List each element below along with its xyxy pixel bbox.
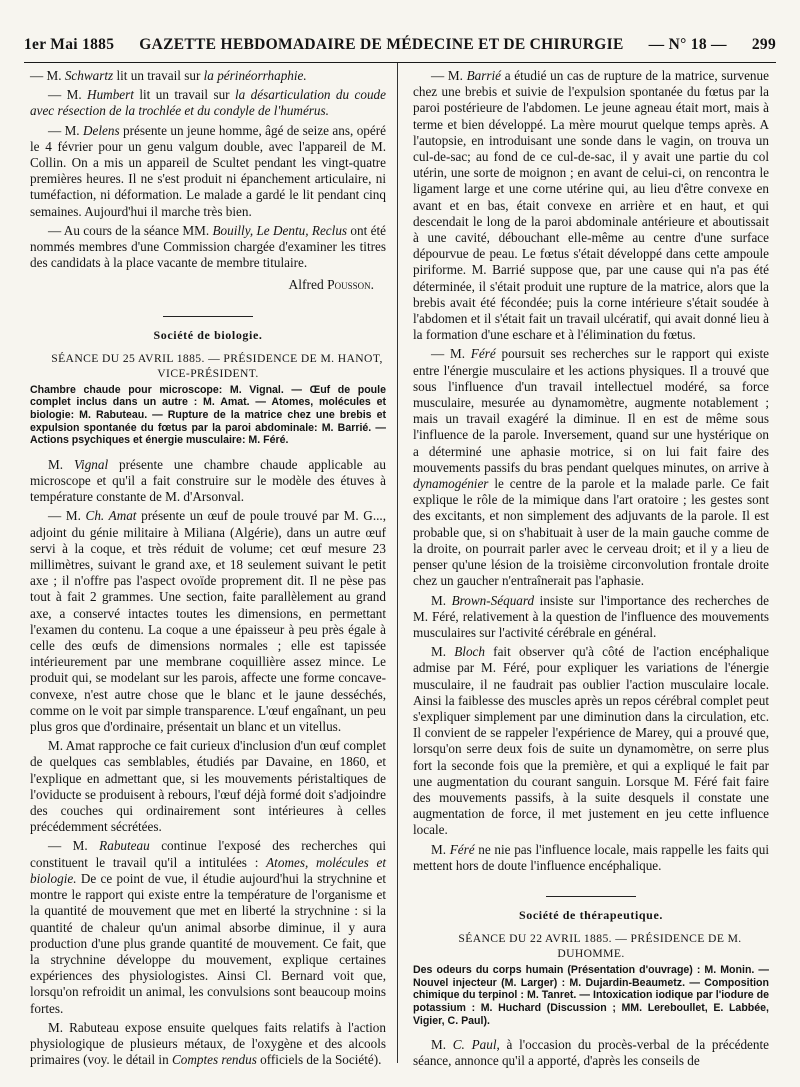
paragraph-fere: — M. Féré poursuit ses recherches sur le rapport qui existe entre l'énergie musculaire et les actions physiques. Il a trouvé que sous l'influence d'un travail intellectuel modéré, sa force musculaire, mesurée au dynamomètre, augmente notablement ; mais un travail exagéré la diminue. Il en est de même sous l'influence de la parole. Inversement, quand sur une hystérique on a déterminé une aphasie motrice, si on lui fait faire des mouvements passifs du bras pendant quelques minutes, on arrive à dynamogénier le centre de la parole et la malade parle. Ce fait explique le rôle de la mimique dans l'art oratoire ; les gestes sont des excitants, et non simplement des adjuvants de la parole. Il est probable que, si on s'habituait à user de la main gauche comme de la droite, on pourrait parler avec le cerveau droit; et il y a lieu de penser qu'une lésion de la troisième circonvolution frontale droite chez un gaucher n'entraînerait pas l'aphasie. <box>413 346 769 589</box>
column-separator <box>397 63 398 1063</box>
paragraph-commission: — Au cours de la séance MM. Bouilly, Le Dentu, Reclus ont été nommés membres d'une Commission chargée d'examiner les titres des candidats à la place vacante de membre titulaire. <box>30 222 386 271</box>
paragraph-c-paul: M. C. Paul, à l'occasion du procès-verbal de la précédente séance, annonce qu'il a apporté, d'après les conseils de <box>413 1037 770 1069</box>
seance-therapeutics: SÉANCE DU 22 AVRIL 1885. — PRÉSIDENCE DE M. DUHOMME. <box>458 932 742 961</box>
header-date: 1er Mai 1885 <box>24 36 115 53</box>
header-rule <box>24 62 776 63</box>
page-header <box>24 34 776 56</box>
paragraph-brown-sequard: M. Brown-Séquard insiste sur l'importance des recherches de M. Féré, relativement à la question de l'influence des mouvements musculaires sur l'activité cérébrale en général. <box>413 592 769 640</box>
signature: Alfred Pousson. <box>288 277 374 293</box>
paragraph-amat-2: M. Amat rapproche ce fait curieux d'inclusion d'un œuf complet de quelques cas semblables, étudiés par Davaine, en 1860, et l'explique en admettant que, si les mouvements péristaltiques de l'oviducte se produisent à rebours, l'œuf déjà formé doit s'adjoindre des couches qui ordinairement sont intérieures à celles précédemment sécrétées. <box>30 738 386 835</box>
seance-biology: SÉANCE DU 25 AVRIL 1885. — PRÉSIDENCE DE M. HANOT, VICE-PRÉSIDENT. <box>51 351 383 380</box>
paragraph-vignal: M. Vignal présente une chambre chaude applicable au microscope et qu'il a fait construire sur le modèle des étuves à température constante de M. d'Arsonval. <box>30 456 386 505</box>
header-page-number: 299 <box>751 36 776 53</box>
left-column <box>30 68 386 1071</box>
summary-biology: Chambre chaude pour microscope: M. Vignal. — Œuf de poule complet inclus dans un autre : M. Amat. — Atomes, molécules et biologie: M. Rabuteau. — Rupture de la matrice chez une brebis et expulsion spontanée du fœtus par la paroi abdominale: M. Barrié. — Actions psychiques et énergie musculaire: M. Féré. <box>30 383 386 447</box>
paragraph-schwartz: — M. Schwartz lit un travail sur la périnéorrhaphie. <box>30 68 307 83</box>
section-divider <box>546 896 636 897</box>
paragraph-fere-2: M. Féré ne nie pas l'influence locale, mais rappelle les faits qui mettent hors de doute l'influence encéphalique. <box>413 841 769 873</box>
paragraph-barrie: — M. Barrié a étudié un cas de rupture de la matrice, survenue chez une brebis et suivie de l'expulsion spontanée du fœtus par la paroi postérieure de l'abdomen. Le jeune agneau était mort, mais à terme et bien développé. La mère mourut quelque temps après. A l'autopsie, en introduisant une sonde dans le vagin, on trouva un cul-de-sac; au fond de ce cul-de-sac, il y avait une partie du col utérin, une sorte de moignon ; en avant de celui-ci, on rencontra le ligament large et une corne utérine qui, au lieu d'être convexe en avant et en bas, était convexe en arrière et en haut, et qui descendait le long de la paroi abdominale antérieure et aboutissait à une cavité, débouchant elle-même au centre d'une surface dépourvue de peau. Le fœtus s'était développé dans cette ampoule piriforme. M. Barrié suppose que, par une cause qui n'a pas été déterminée, il s'était produit une rupture de la matrice, alors que la brebis avait été fécondée; puis la corne intérieure s'était soudée à l'abdomen et il s'était fait un travail ulcératif, qui avait donné lieu à la formation d'une eschare et à l'élimination du fœtus. <box>413 68 769 343</box>
paragraph-humbert: — M. Humbert lit un travail sur la désarticulation du coude avec résection de la trochlée et du condyle de l'humérus. <box>30 87 387 119</box>
paragraph-rabuteau-2: M. Rabuteau expose ensuite quelques faits relatifs à l'action physiologique de plusieurs métaux, de l'oxygène et des alcools primaires (voy. le détail in Comptes rendus officiels de la Société). <box>30 1019 386 1068</box>
right-column <box>413 68 769 1073</box>
paragraph-bloch: M. Bloch fait observer qu'à côté de l'action encéphalique admise par M. Féré, pour expliquer les variations de l'énergie musculaire, il ne faudrait pas oublier l'action musculaire locale. Ainsi la faiblesse des muscles après un repos cérébral complet peut s'expliquer simplement par une diminution dans la circulation, etc. Il convient de se rappeler l'expérience de Marey, qui a prouvé que, lorsqu'on serre deux fois de suite un dynamomètre, on serre plus fort la seconde fois que la première, et qui a expliqué le fait par une augmentation du courant sanguin. Lorsque M. Féré fait faire des mouvements passifs, à la suite desquels il constate une augmentation de force, il met justement en jeu cette influence locale. <box>413 644 769 838</box>
section-divider <box>163 316 253 317</box>
society-biology-title: Société de biologie. <box>153 327 263 342</box>
paragraph-delens: — M. Delens présente un jeune homme, âgé de seize ans, opéré le 4 février pour un genu valgum double, avec l'appareil de M. Collin. On a mis un appareil de Scultet pendant les vingt-quatre premières heures. Il ne s'est produit ni épanchement articulaire, ni tuméfaction, ni déformation. Le malade a gardé le lit pendant cinq semaines. Aujourd'hui il marche très bien. <box>30 122 386 219</box>
society-therapeutics-title: Société de thérapeutique. <box>519 907 663 922</box>
header-title: GAZETTE HEBDOMADAIRE DE MÉDECINE ET DE CHIRURGIE <box>139 36 624 53</box>
paragraph-rabuteau: — M. Rabuteau continue l'exposé des recherches qui constituent le travail qu'il a intitulées : Atomes, molécules et biologie. De ce point de vue, il étudie aujourd'hui la strychnine et montre le rapport qui existe entre la température de l'organisme et la quantité de mouvement que met en liberté la strychnine : si la quantité de chaleur qu'un animal absorbe diminue, il y aura production d'une plus grande quantité de mouvement. Ce fait, que la strychnine développe du mouvement, explique certaines expériences des physiologistes. Ainsi Cl. Bernard voit que, lorsqu'on refroidit un animal, les convulsions sont beaucoup moins fortes. <box>30 838 387 1016</box>
header-issue: — N° 18 — <box>648 36 727 53</box>
paragraph-amat: — M. Ch. Amat présente un œuf de poule trouvé par M. G..., adjoint du génie militaire à Miliana (Algérie), dans un autre œuf servi à la coque, et très réduit de volume; cet œuf mesure 23 millimètres, suivant le grand axe, et 18 seulement suivant le petit axe ; il n'offre pas l'aspect ovoïde proprement dit. Il ne pèse pas tout à fait 2 grammes. Une section, faite parallèlement au grand axe, a conservé intactes toutes les dimensions, en permettant l'examen du contenu. La coque a une épaisseur à peu près égale à celle des œufs de dimensions normales ; elle est tapissée intérieurement par une membrane coquillière assez mince. Le produit qui, se modelant sur les parois, affecte une forme concave-convexe, n'est autre chose que le blanc et le jaune desséchés, comme on le voit par simple transparence. L'œuf engaînant, un peu plus gros que d'ordinaire, présentait un blanc et un vitellus. <box>30 508 387 735</box>
summary-therapeutics: Des odeurs du corps humain (Présentation d'ouvrage) : M. Monin. — Nouvel injecteur (M. Larger) : M. Dujardin-Beaumetz. — Composition chimique du terpinol : M. Tanret. — Intoxication iodique par l'iodure de potassium : M. Huchard (Discussion ; MM. Lereboullet, E. Labbée, Vigier, C. Paul). <box>413 964 769 1027</box>
